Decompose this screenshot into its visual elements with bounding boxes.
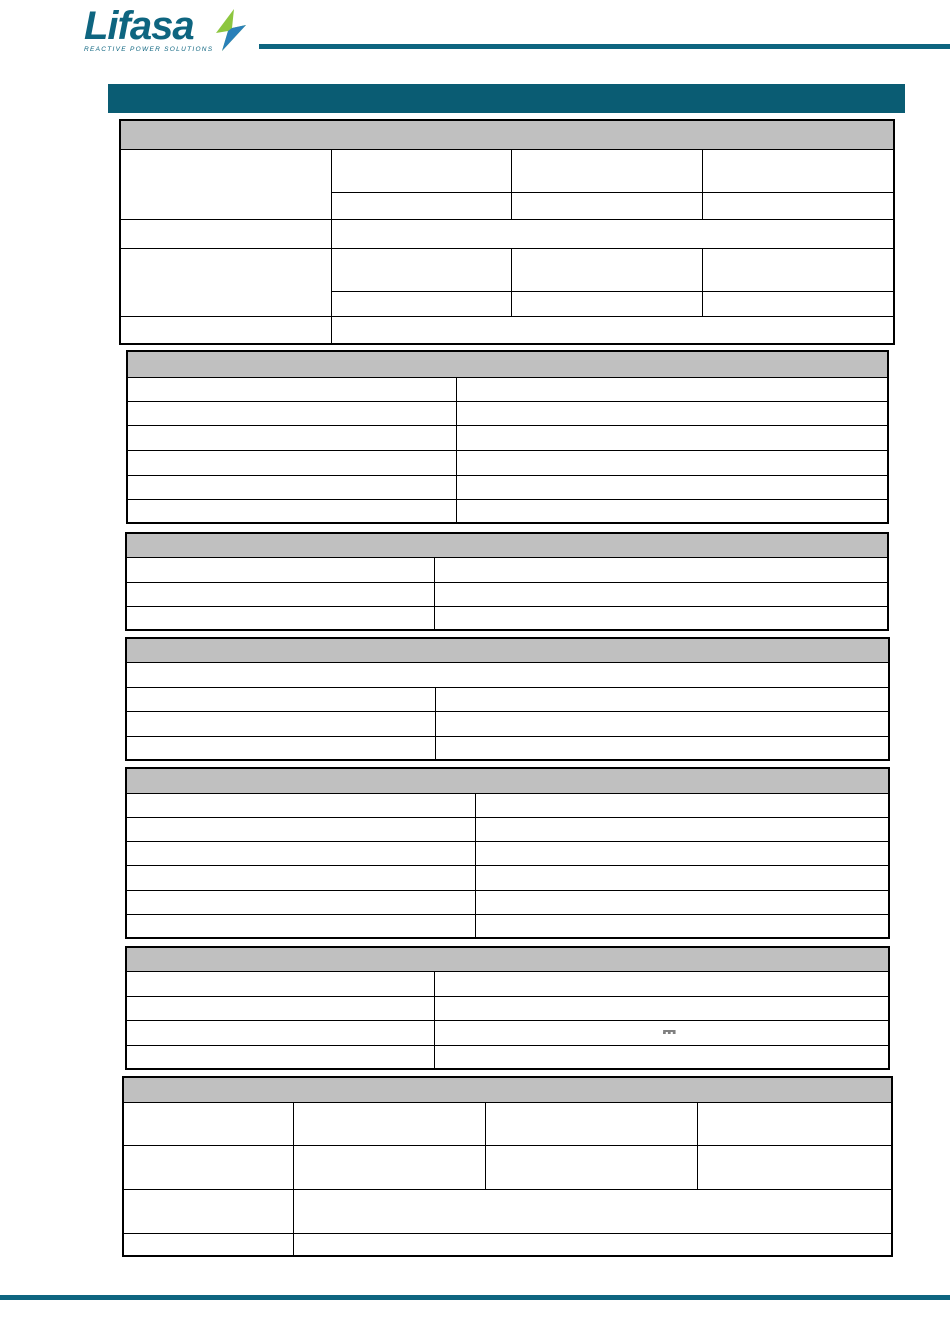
table-cell [434, 557, 888, 582]
table-cell [456, 450, 888, 475]
table-header [126, 947, 889, 971]
table-cell [126, 687, 435, 711]
spec-table-6 [125, 946, 890, 1070]
table-cell [456, 475, 888, 499]
table-cell [126, 1045, 434, 1069]
table-cell [127, 475, 456, 499]
table-cell [126, 971, 434, 996]
table-cell [123, 1233, 293, 1256]
table-cell [331, 316, 894, 344]
table-cell [127, 450, 456, 475]
table-cell [120, 149, 331, 219]
table-cell [126, 996, 434, 1020]
table-cell [434, 606, 888, 630]
table-cell [434, 582, 888, 606]
table-cell [126, 557, 434, 582]
table-cell [127, 425, 456, 450]
table-cell [123, 1145, 293, 1189]
table-cell [485, 1145, 697, 1189]
lightning-bolt-icon [206, 7, 252, 53]
table-cell [702, 149, 894, 192]
table-cell [456, 401, 888, 425]
brand-tagline: REACTIVE POWER SOLUTIONS [84, 46, 214, 53]
table-cell [434, 1020, 889, 1045]
section-title-bar [108, 84, 905, 113]
table-header [126, 768, 889, 793]
table-cell [331, 149, 511, 192]
table-cell [456, 499, 888, 523]
table-cell [702, 291, 894, 316]
table-cell [120, 219, 331, 248]
table-cell [475, 890, 889, 914]
table-cell [123, 1102, 293, 1145]
table-cell [126, 736, 435, 760]
table-cell [123, 1189, 293, 1233]
table-cell [434, 996, 889, 1020]
table-cell [485, 1102, 697, 1145]
table-cell [126, 841, 475, 865]
brand-logo-text: Lifasa [84, 4, 194, 48]
table-cell [126, 914, 475, 938]
table-cell [331, 248, 511, 291]
table-cell [435, 711, 889, 736]
table-cell [293, 1102, 485, 1145]
table-cell [126, 1020, 434, 1045]
table-cell [126, 793, 475, 817]
table-cell [475, 914, 889, 938]
table-cell [126, 662, 889, 687]
table-cell [127, 499, 456, 523]
table-header [126, 638, 889, 662]
table-cell [702, 248, 894, 291]
header-rule [259, 44, 950, 49]
table-cell [697, 1102, 892, 1145]
table-cell [511, 149, 702, 192]
table-cell [127, 377, 456, 401]
table-cell [293, 1145, 485, 1189]
table-cell [434, 1045, 889, 1069]
table-cell [293, 1233, 892, 1256]
table-cell [120, 248, 331, 316]
table-cell [126, 865, 475, 890]
spec-table-3 [125, 532, 889, 631]
spec-table-1 [119, 119, 895, 345]
spec-table-7 [122, 1076, 893, 1257]
table-cell [511, 192, 702, 219]
table-header [127, 351, 888, 377]
table-cell [456, 377, 888, 401]
table-cell [697, 1145, 892, 1189]
table-header [123, 1077, 892, 1102]
spec-table-2 [126, 350, 889, 524]
table-cell [511, 291, 702, 316]
table-cell [126, 606, 434, 630]
table-cell [702, 192, 894, 219]
table-cell [331, 219, 894, 248]
table-cell [456, 425, 888, 450]
table-cell [120, 316, 331, 344]
footer-rule [0, 1295, 950, 1300]
table-cell [475, 865, 889, 890]
spec-table-5 [125, 767, 890, 939]
table-cell [331, 291, 511, 316]
table-cell [127, 401, 456, 425]
table-header [126, 533, 888, 557]
spec-table-4 [125, 637, 890, 761]
table-cell [126, 582, 434, 606]
table-cell [435, 736, 889, 760]
table-cell [435, 687, 889, 711]
table-cell [331, 192, 511, 219]
table-cell [126, 711, 435, 736]
table-header [120, 120, 894, 149]
table-cell [434, 971, 889, 996]
dc-symbol-icon: ⎓ [662, 1021, 677, 1042]
table-cell [126, 890, 475, 914]
table-cell [511, 248, 702, 291]
table-cell [475, 793, 889, 817]
table-cell [126, 817, 475, 841]
table-cell [475, 841, 889, 865]
table-cell [475, 817, 889, 841]
table-cell [293, 1189, 892, 1233]
